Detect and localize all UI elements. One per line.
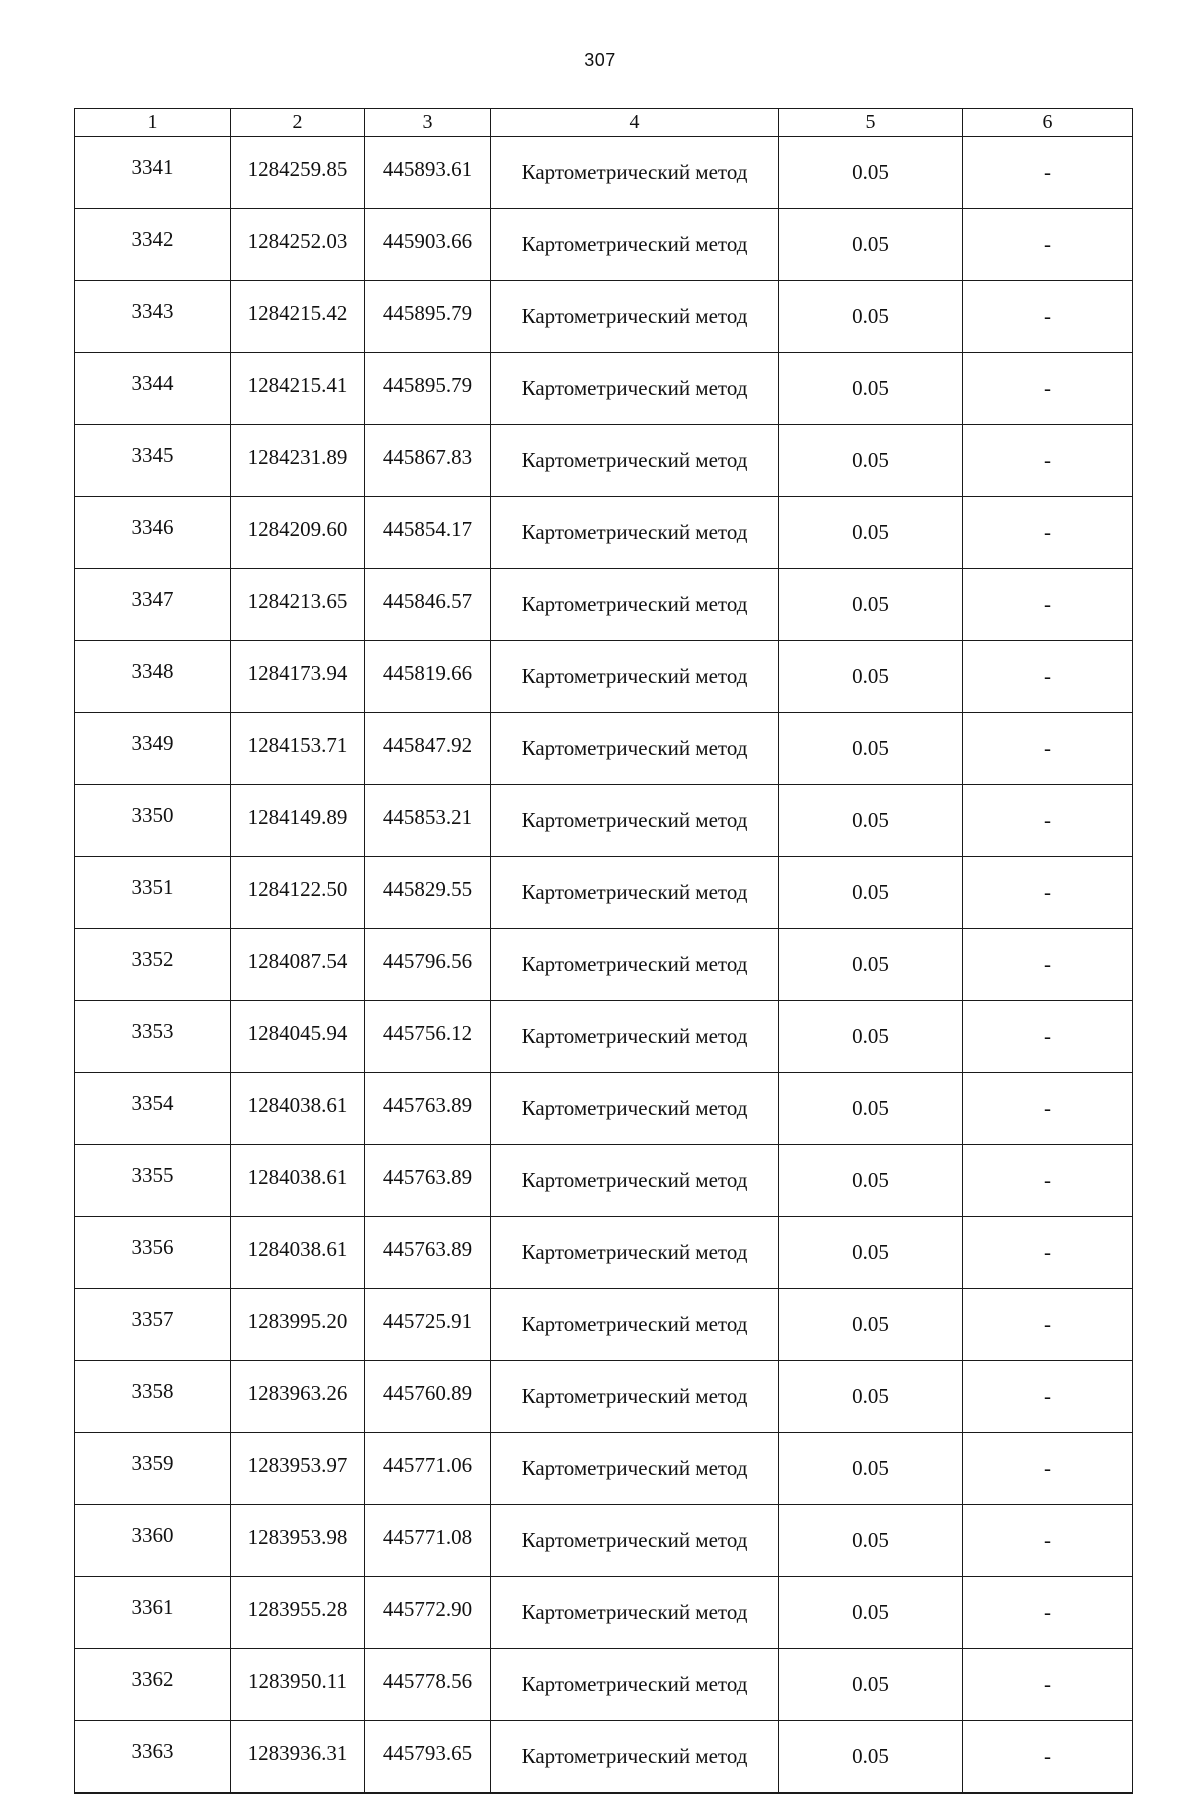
- note-cell: -: [963, 497, 1133, 569]
- accuracy-cell: 0.05: [779, 281, 963, 353]
- table-row: [75, 1289, 1133, 1361]
- accuracy-cell: 0.05: [779, 209, 963, 281]
- accuracy-cell: 0.05: [779, 1433, 963, 1505]
- point-number-cell: 3352: [75, 929, 231, 1001]
- accuracy-cell: 0.05: [779, 569, 963, 641]
- accuracy-cell: 0.05: [779, 353, 963, 425]
- coordinate-x-cell: 1284252.03: [231, 209, 365, 281]
- note-cell: -: [963, 425, 1133, 497]
- coordinate-x-cell: 1284173.94: [231, 641, 365, 713]
- coordinates-table: [74, 108, 1133, 1794]
- coordinate-x-cell: 1284087.54: [231, 929, 365, 1001]
- table-row: [75, 425, 1133, 497]
- note-cell: -: [963, 209, 1133, 281]
- coordinate-x-cell: 1284215.41: [231, 353, 365, 425]
- accuracy-cell: 0.05: [779, 425, 963, 497]
- point-number-cell: 3341: [75, 137, 231, 209]
- column-header-4: 4: [491, 109, 779, 137]
- coordinate-x-cell: 1283950.11: [231, 1649, 365, 1721]
- method-cell: Картометрический метод: [491, 281, 779, 353]
- coordinate-y-cell: 445847.92: [365, 713, 491, 785]
- method-cell: Картометрический метод: [491, 1001, 779, 1073]
- table-row: [75, 569, 1133, 641]
- note-cell: -: [963, 1073, 1133, 1145]
- coordinate-y-cell: 445793.65: [365, 1721, 491, 1794]
- accuracy-cell: 0.05: [779, 137, 963, 209]
- method-cell: Картометрический метод: [491, 1073, 779, 1145]
- point-number-cell: 3345: [75, 425, 231, 497]
- table-row: [75, 1649, 1133, 1721]
- coordinate-y-cell: 445756.12: [365, 1001, 491, 1073]
- column-header-5: 5: [779, 109, 963, 137]
- table-row: [75, 1577, 1133, 1649]
- method-cell: Картометрический метод: [491, 641, 779, 713]
- point-number-cell: 3355: [75, 1145, 231, 1217]
- accuracy-cell: 0.05: [779, 1577, 963, 1649]
- note-cell: -: [963, 785, 1133, 857]
- coordinate-y-cell: 445760.89: [365, 1361, 491, 1433]
- accuracy-cell: 0.05: [779, 857, 963, 929]
- coordinate-x-cell: 1284038.61: [231, 1145, 365, 1217]
- accuracy-cell: 0.05: [779, 785, 963, 857]
- point-number-cell: 3347: [75, 569, 231, 641]
- coordinate-y-cell: 445763.89: [365, 1073, 491, 1145]
- method-cell: Картометрический метод: [491, 569, 779, 641]
- table-row: [75, 1145, 1133, 1217]
- note-cell: -: [963, 1001, 1133, 1073]
- coordinate-x-cell: 1284045.94: [231, 1001, 365, 1073]
- table-body: [75, 137, 1133, 1794]
- note-cell: -: [963, 1505, 1133, 1577]
- coordinate-x-cell: 1283963.26: [231, 1361, 365, 1433]
- note-cell: -: [963, 1721, 1133, 1794]
- table-row: [75, 1505, 1133, 1577]
- accuracy-cell: 0.05: [779, 713, 963, 785]
- coordinate-x-cell: 1284122.50: [231, 857, 365, 929]
- point-number-cell: 3346: [75, 497, 231, 569]
- coordinate-x-cell: 1283953.97: [231, 1433, 365, 1505]
- table-row: [75, 209, 1133, 281]
- page-number: 307: [584, 50, 616, 70]
- column-header-6: 6: [963, 109, 1133, 137]
- accuracy-cell: 0.05: [779, 497, 963, 569]
- accuracy-cell: 0.05: [779, 1721, 963, 1794]
- table-row: [75, 1073, 1133, 1145]
- coordinate-x-cell: 1284213.65: [231, 569, 365, 641]
- accuracy-cell: 0.05: [779, 1217, 963, 1289]
- method-cell: Картометрический метод: [491, 137, 779, 209]
- method-cell: Картометрический метод: [491, 209, 779, 281]
- table-header: [75, 109, 1133, 137]
- method-cell: Картометрический метод: [491, 1649, 779, 1721]
- point-number-cell: 3356: [75, 1217, 231, 1289]
- accuracy-cell: 0.05: [779, 1145, 963, 1217]
- accuracy-cell: 0.05: [779, 1073, 963, 1145]
- coordinate-y-cell: 445867.83: [365, 425, 491, 497]
- note-cell: -: [963, 353, 1133, 425]
- coordinate-y-cell: 445725.91: [365, 1289, 491, 1361]
- coordinate-y-cell: 445778.56: [365, 1649, 491, 1721]
- method-cell: Картометрический метод: [491, 1217, 779, 1289]
- method-cell: Картометрический метод: [491, 1577, 779, 1649]
- column-header-3: 3: [365, 109, 491, 137]
- coordinate-y-cell: 445829.55: [365, 857, 491, 929]
- accuracy-cell: 0.05: [779, 1361, 963, 1433]
- method-cell: Картометрический метод: [491, 353, 779, 425]
- column-header-1: 1: [75, 109, 231, 137]
- point-number-cell: 3358: [75, 1361, 231, 1433]
- method-cell: Картометрический метод: [491, 1289, 779, 1361]
- point-number-cell: 3357: [75, 1289, 231, 1361]
- table-row: [75, 785, 1133, 857]
- table-row: [75, 1217, 1133, 1289]
- accuracy-cell: 0.05: [779, 641, 963, 713]
- point-number-cell: 3361: [75, 1577, 231, 1649]
- table-row: [75, 857, 1133, 929]
- coordinate-x-cell: 1283995.20: [231, 1289, 365, 1361]
- coordinate-y-cell: 445772.90: [365, 1577, 491, 1649]
- table-row: [75, 1361, 1133, 1433]
- coordinate-y-cell: 445895.79: [365, 281, 491, 353]
- method-cell: Картометрический метод: [491, 425, 779, 497]
- coordinate-x-cell: 1283936.31: [231, 1721, 365, 1794]
- point-number-cell: 3354: [75, 1073, 231, 1145]
- point-number-cell: 3344: [75, 353, 231, 425]
- method-cell: Картометрический метод: [491, 1361, 779, 1433]
- coordinate-x-cell: 1284153.71: [231, 713, 365, 785]
- point-number-cell: 3342: [75, 209, 231, 281]
- table-row: [75, 713, 1133, 785]
- point-number-cell: 3360: [75, 1505, 231, 1577]
- accuracy-cell: 0.05: [779, 1001, 963, 1073]
- table-row: [75, 281, 1133, 353]
- coordinate-y-cell: 445771.08: [365, 1505, 491, 1577]
- method-cell: Картометрический метод: [491, 785, 779, 857]
- note-cell: -: [963, 1145, 1133, 1217]
- coordinate-y-cell: 445763.89: [365, 1145, 491, 1217]
- accuracy-cell: 0.05: [779, 1505, 963, 1577]
- coordinate-y-cell: 445763.89: [365, 1217, 491, 1289]
- coordinate-x-cell: 1284038.61: [231, 1073, 365, 1145]
- coordinate-y-cell: 445846.57: [365, 569, 491, 641]
- table-row: [75, 641, 1133, 713]
- point-number-cell: 3362: [75, 1649, 231, 1721]
- table-row: [75, 1433, 1133, 1505]
- accuracy-cell: 0.05: [779, 1649, 963, 1721]
- table-row: [75, 929, 1133, 1001]
- point-number-cell: 3351: [75, 857, 231, 929]
- coordinate-x-cell: 1283953.98: [231, 1505, 365, 1577]
- coordinate-x-cell: 1284209.60: [231, 497, 365, 569]
- note-cell: -: [963, 1289, 1133, 1361]
- note-cell: -: [963, 137, 1133, 209]
- note-cell: -: [963, 1217, 1133, 1289]
- coordinate-y-cell: 445853.21: [365, 785, 491, 857]
- method-cell: Картометрический метод: [491, 1145, 779, 1217]
- accuracy-cell: 0.05: [779, 1289, 963, 1361]
- point-number-cell: 3349: [75, 713, 231, 785]
- note-cell: -: [963, 929, 1133, 1001]
- note-cell: -: [963, 1433, 1133, 1505]
- method-cell: Картометрический метод: [491, 497, 779, 569]
- method-cell: Картометрический метод: [491, 1721, 779, 1794]
- method-cell: Картометрический метод: [491, 929, 779, 1001]
- point-number-cell: 3348: [75, 641, 231, 713]
- column-header-2: 2: [231, 109, 365, 137]
- note-cell: -: [963, 641, 1133, 713]
- note-cell: -: [963, 857, 1133, 929]
- coordinate-y-cell: 445796.56: [365, 929, 491, 1001]
- method-cell: Картометрический метод: [491, 713, 779, 785]
- coordinate-x-cell: 1283955.28: [231, 1577, 365, 1649]
- point-number-cell: 3363: [75, 1721, 231, 1794]
- method-cell: Картометрический метод: [491, 857, 779, 929]
- table-row: [75, 497, 1133, 569]
- method-cell: Картометрический метод: [491, 1505, 779, 1577]
- accuracy-cell: 0.05: [779, 929, 963, 1001]
- note-cell: -: [963, 713, 1133, 785]
- coordinate-x-cell: 1284215.42: [231, 281, 365, 353]
- table-row: [75, 137, 1133, 209]
- coordinate-y-cell: 445903.66: [365, 209, 491, 281]
- point-number-cell: 3353: [75, 1001, 231, 1073]
- coordinate-y-cell: 445771.06: [365, 1433, 491, 1505]
- coordinate-y-cell: 445895.79: [365, 353, 491, 425]
- coordinate-x-cell: 1284149.89: [231, 785, 365, 857]
- coordinate-x-cell: 1284259.85: [231, 137, 365, 209]
- coordinate-y-cell: 445819.66: [365, 641, 491, 713]
- point-number-cell: 3350: [75, 785, 231, 857]
- table-row: [75, 353, 1133, 425]
- note-cell: -: [963, 1577, 1133, 1649]
- header-row: [75, 109, 1133, 137]
- table-row: [75, 1721, 1133, 1794]
- table-row: [75, 1001, 1133, 1073]
- note-cell: -: [963, 1361, 1133, 1433]
- coordinate-x-cell: 1284231.89: [231, 425, 365, 497]
- point-number-cell: 3359: [75, 1433, 231, 1505]
- note-cell: -: [963, 1649, 1133, 1721]
- point-number-cell: 3343: [75, 281, 231, 353]
- note-cell: -: [963, 569, 1133, 641]
- coordinate-y-cell: 445893.61: [365, 137, 491, 209]
- method-cell: Картометрический метод: [491, 1433, 779, 1505]
- coordinate-x-cell: 1284038.61: [231, 1217, 365, 1289]
- note-cell: -: [963, 281, 1133, 353]
- coordinate-y-cell: 445854.17: [365, 497, 491, 569]
